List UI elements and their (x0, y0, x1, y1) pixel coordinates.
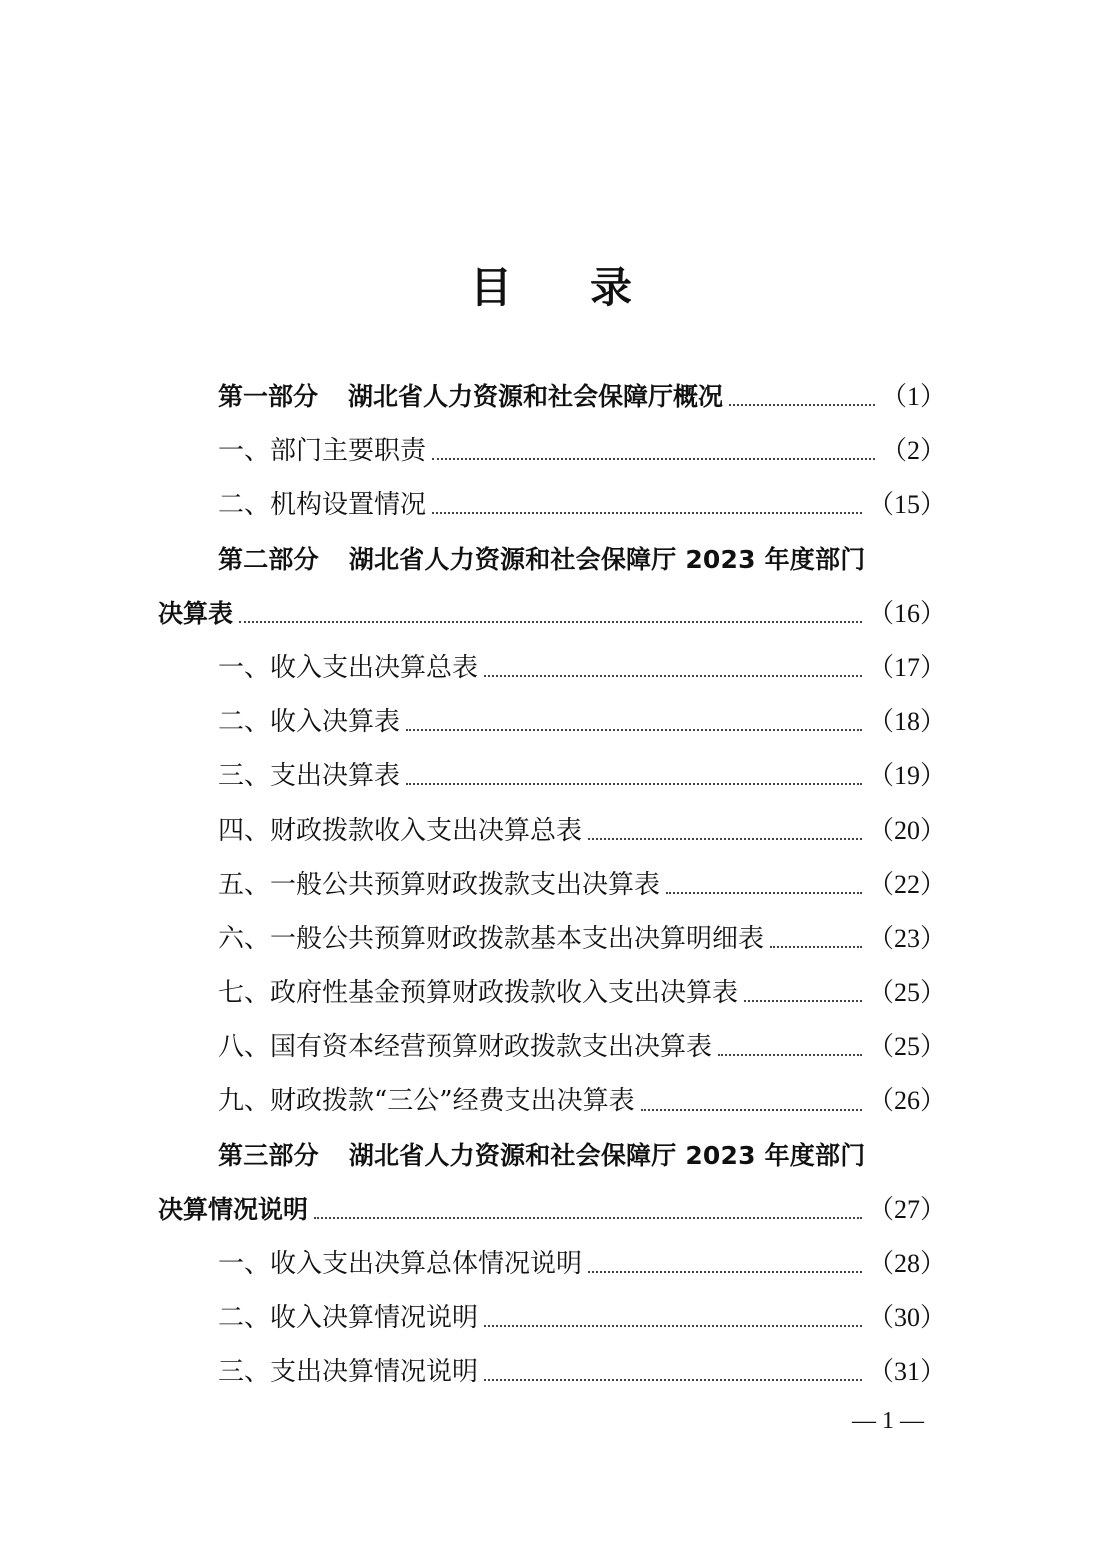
toc-page: （25） (867, 978, 946, 1008)
toc-page: （15） (867, 490, 946, 520)
toc-page: （22） (867, 869, 946, 899)
toc-entry[interactable]: 六、一般公共预算财政拨款基本支出决算明细表 （23） (158, 912, 946, 966)
toc-entry-part-2-continued[interactable]: 决算表 （16） (158, 587, 946, 641)
toc-entry[interactable]: 二、收入决算表 （18） (158, 695, 946, 749)
toc-page: （20） (867, 815, 946, 845)
toc-page: （17） (867, 652, 946, 682)
toc-page: （30） (867, 1303, 946, 1333)
toc-page: （16） (867, 598, 946, 628)
toc-entry[interactable]: 一、部门主要职责 （2） (158, 424, 946, 478)
leader-dots (484, 1345, 862, 1399)
toc-entry[interactable]: 一、收入支出决算总体情况说明 （28） (158, 1237, 946, 1291)
leader-dots (406, 695, 862, 749)
toc-entry[interactable]: 三、支出决算情况说明 （31） (158, 1345, 946, 1399)
toc-page: （28） (867, 1249, 946, 1278)
toc-entry-part-3[interactable]: 第三部分 湖北省人力资源和社会保障厅 2023 年度部门 (218, 1140, 866, 1170)
toc-entry[interactable]: 二、机构设置情况 （15） (158, 478, 946, 532)
toc-page: （1） (880, 382, 946, 411)
toc-page: （26） (867, 1086, 946, 1116)
leader-dots (718, 1020, 862, 1074)
title-char-2: 录 (590, 263, 633, 312)
leader-dots (314, 1183, 862, 1237)
leader-dots (588, 804, 862, 858)
toc-page: （31） (867, 1357, 946, 1387)
leader-dots (406, 749, 862, 803)
toc-entry[interactable]: 二、收入决算情况说明 （30） (158, 1291, 946, 1345)
toc-entry[interactable]: 四、财政拨款收入支出决算总表 （20） (158, 804, 946, 858)
toc-entry[interactable]: 五、一般公共预算财政拨款支出决算表 （22） (158, 858, 946, 912)
page-number: — 1 — (852, 1408, 924, 1434)
toc-page: （27） (867, 1194, 946, 1224)
leader-dots (744, 966, 862, 1020)
toc-entry-part-3-continued[interactable]: 决算情况说明 （27） (158, 1183, 946, 1237)
title-char-1: 目 (469, 263, 512, 312)
leader-dots (729, 370, 875, 424)
leader-dots (484, 641, 862, 695)
leader-dots (432, 424, 875, 478)
toc-page: （19） (867, 761, 946, 791)
toc-entry[interactable]: 七、政府性基金预算财政拨款收入支出决算表 （25） (158, 966, 946, 1020)
toc-page: （2） (880, 436, 946, 466)
leader-dots (770, 912, 862, 966)
toc-page: （18） (867, 707, 946, 737)
leader-dots (588, 1237, 862, 1291)
toc-entry-part-2[interactable]: 第二部分 湖北省人力资源和社会保障厅 2023 年度部门 (218, 544, 866, 574)
leader-dots (432, 478, 862, 532)
toc-entry[interactable]: 三、支出决算表 （19） (158, 749, 946, 803)
toc-entry[interactable]: 九、财政拨款“三公”经费支出决算表 （26） (158, 1074, 946, 1128)
page-title (0, 255, 1102, 315)
table-of-contents (158, 370, 946, 1400)
toc-entry[interactable]: 八、国有资本经营预算财政拨款支出决算表 （25） (158, 1020, 946, 1074)
leader-dots (641, 1075, 862, 1129)
leader-dots (239, 587, 862, 641)
toc-page: （25） (867, 1032, 946, 1062)
leader-dots (666, 858, 862, 912)
toc-entry-part-1[interactable]: 第一部分 湖北省人力资源和社会保障厅概况 （1） (158, 370, 946, 424)
toc-page: （23） (867, 923, 946, 953)
toc-entry[interactable]: 一、收入支出决算总表 （17） (158, 641, 946, 695)
leader-dots (484, 1291, 862, 1345)
